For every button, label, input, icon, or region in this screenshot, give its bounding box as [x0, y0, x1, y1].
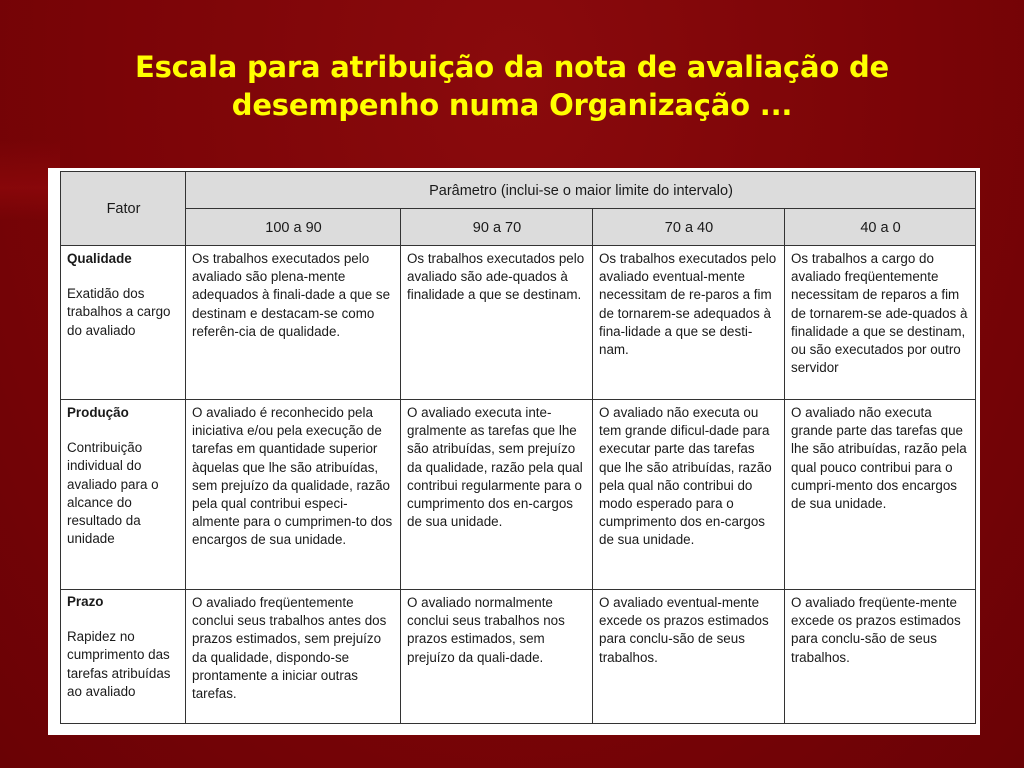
slide-title — [0, 48, 1024, 124]
table-cell — [186, 246, 401, 400]
cell-text: O avaliado executa inte-gralmente as tarefas que lhe são atribuídas, sem prejuízo da qualidade, razão pela qual contribui regularmente para o cumprimento dos en-cargos de sua unidade. — [407, 405, 583, 530]
table-cell — [186, 400, 401, 590]
slide-title-line-1: Escala para atribuição da nota de avaliação de — [134, 50, 890, 84]
header-row — [61, 172, 976, 209]
table-frame — [48, 168, 980, 735]
evaluation-scale-table — [60, 171, 976, 724]
table-cell — [401, 246, 593, 400]
factor-cell — [61, 590, 186, 724]
table-row-qualidade — [61, 246, 976, 400]
cell-text: O avaliado freqüente-mente excede os prazos estimados para conclu-são de seus trabalhos. — [791, 595, 961, 665]
table-cell — [593, 246, 785, 400]
table-row-prazo — [61, 590, 976, 724]
cell-text: Os trabalhos a cargo do avaliado freqüentemente necessitam de reparos a fim de tornarem-se ade-quados à finalidade a que se destinam, ou são executados por outro servidor — [791, 251, 968, 376]
table-cell — [401, 590, 593, 724]
factor-description: Exatidão dos trabalhos a cargo do avaliado — [67, 286, 171, 338]
cell-text: O avaliado normalmente conclui seus trabalhos nos prazos estimados, sem prejuízo da quali-dade. — [407, 595, 565, 665]
parameter-header: Parâmetro (inclui-se o maior limite do intervalo) — [186, 172, 976, 209]
table-cell — [785, 590, 976, 724]
cell-text: O avaliado não executa grande parte das tarefas que lhe são atribuídas, razão pela qual pouco contribui para o cumpri-mento dos encargos de sua unidade. — [791, 405, 967, 512]
table-cell — [593, 400, 785, 590]
cell-text: Os trabalhos executados pelo avaliado eventual-mente necessitam de re-paros a fim de tornarem-se adequados à fina-lidade a que se desti-nam. — [599, 251, 777, 358]
range-header: 70 a 40 — [593, 209, 785, 246]
range-header: 100 a 90 — [186, 209, 401, 246]
slide-title-line-2: desempenho numa Organização ... — [231, 88, 793, 122]
table-cell — [186, 590, 401, 724]
cell-text: Os trabalhos executados pelo avaliado são ade-quados à finalidade a que se destinam. — [407, 251, 585, 303]
factor-header: Fator — [61, 172, 186, 246]
factor-description: Rapidez no cumprimento das tarefas atribuídas ao avaliado — [67, 629, 171, 699]
table-row-producao — [61, 400, 976, 590]
factor-name: Prazo — [67, 594, 104, 609]
table-cell — [785, 246, 976, 400]
factor-description: Contribuição individual do avaliado para o alcance do resultado da unidade — [67, 440, 159, 547]
cell-text: O avaliado freqüentemente conclui seus trabalhos antes dos prazos estimados, sem prejuízo da qualidade, dispondo-se prontamente a iniciar outras tarefas. — [192, 595, 387, 702]
range-header: 90 a 70 — [401, 209, 593, 246]
table-cell — [785, 400, 976, 590]
cell-text: Os trabalhos executados pelo avaliado são plena-mente adequados à finali-dade a que se destinam e destacam-se como referên-cia de qualidade. — [192, 251, 391, 339]
factor-cell — [61, 400, 186, 590]
factor-name: Produção — [67, 405, 129, 420]
range-header: 40 a 0 — [785, 209, 976, 246]
factor-cell — [61, 246, 186, 400]
cell-text: O avaliado não executa ou tem grande dificul-dade para executar parte das tarefas que lhe são atribuídas, razão pela qual não contribui do modo esperado para o cumprimento dos en-cargos de sua unidade. — [599, 405, 772, 548]
range-header-row — [61, 209, 976, 246]
cell-text: O avaliado é reconhecido pela iniciativa e/ou pela execução de tarefas em quantidade superior àquelas que lhe são atribuídas, sem prejuízo da qualidade, razão pela qual contribui especi-almente para o cumprimen-to dos encargos de sua unidade. — [192, 405, 393, 548]
factor-name: Qualidade — [67, 251, 132, 266]
table-cell — [593, 590, 785, 724]
table-cell — [401, 400, 593, 590]
cell-text: O avaliado eventual-mente excede os prazos estimados para conclu-são de seus trabalhos. — [599, 595, 769, 665]
